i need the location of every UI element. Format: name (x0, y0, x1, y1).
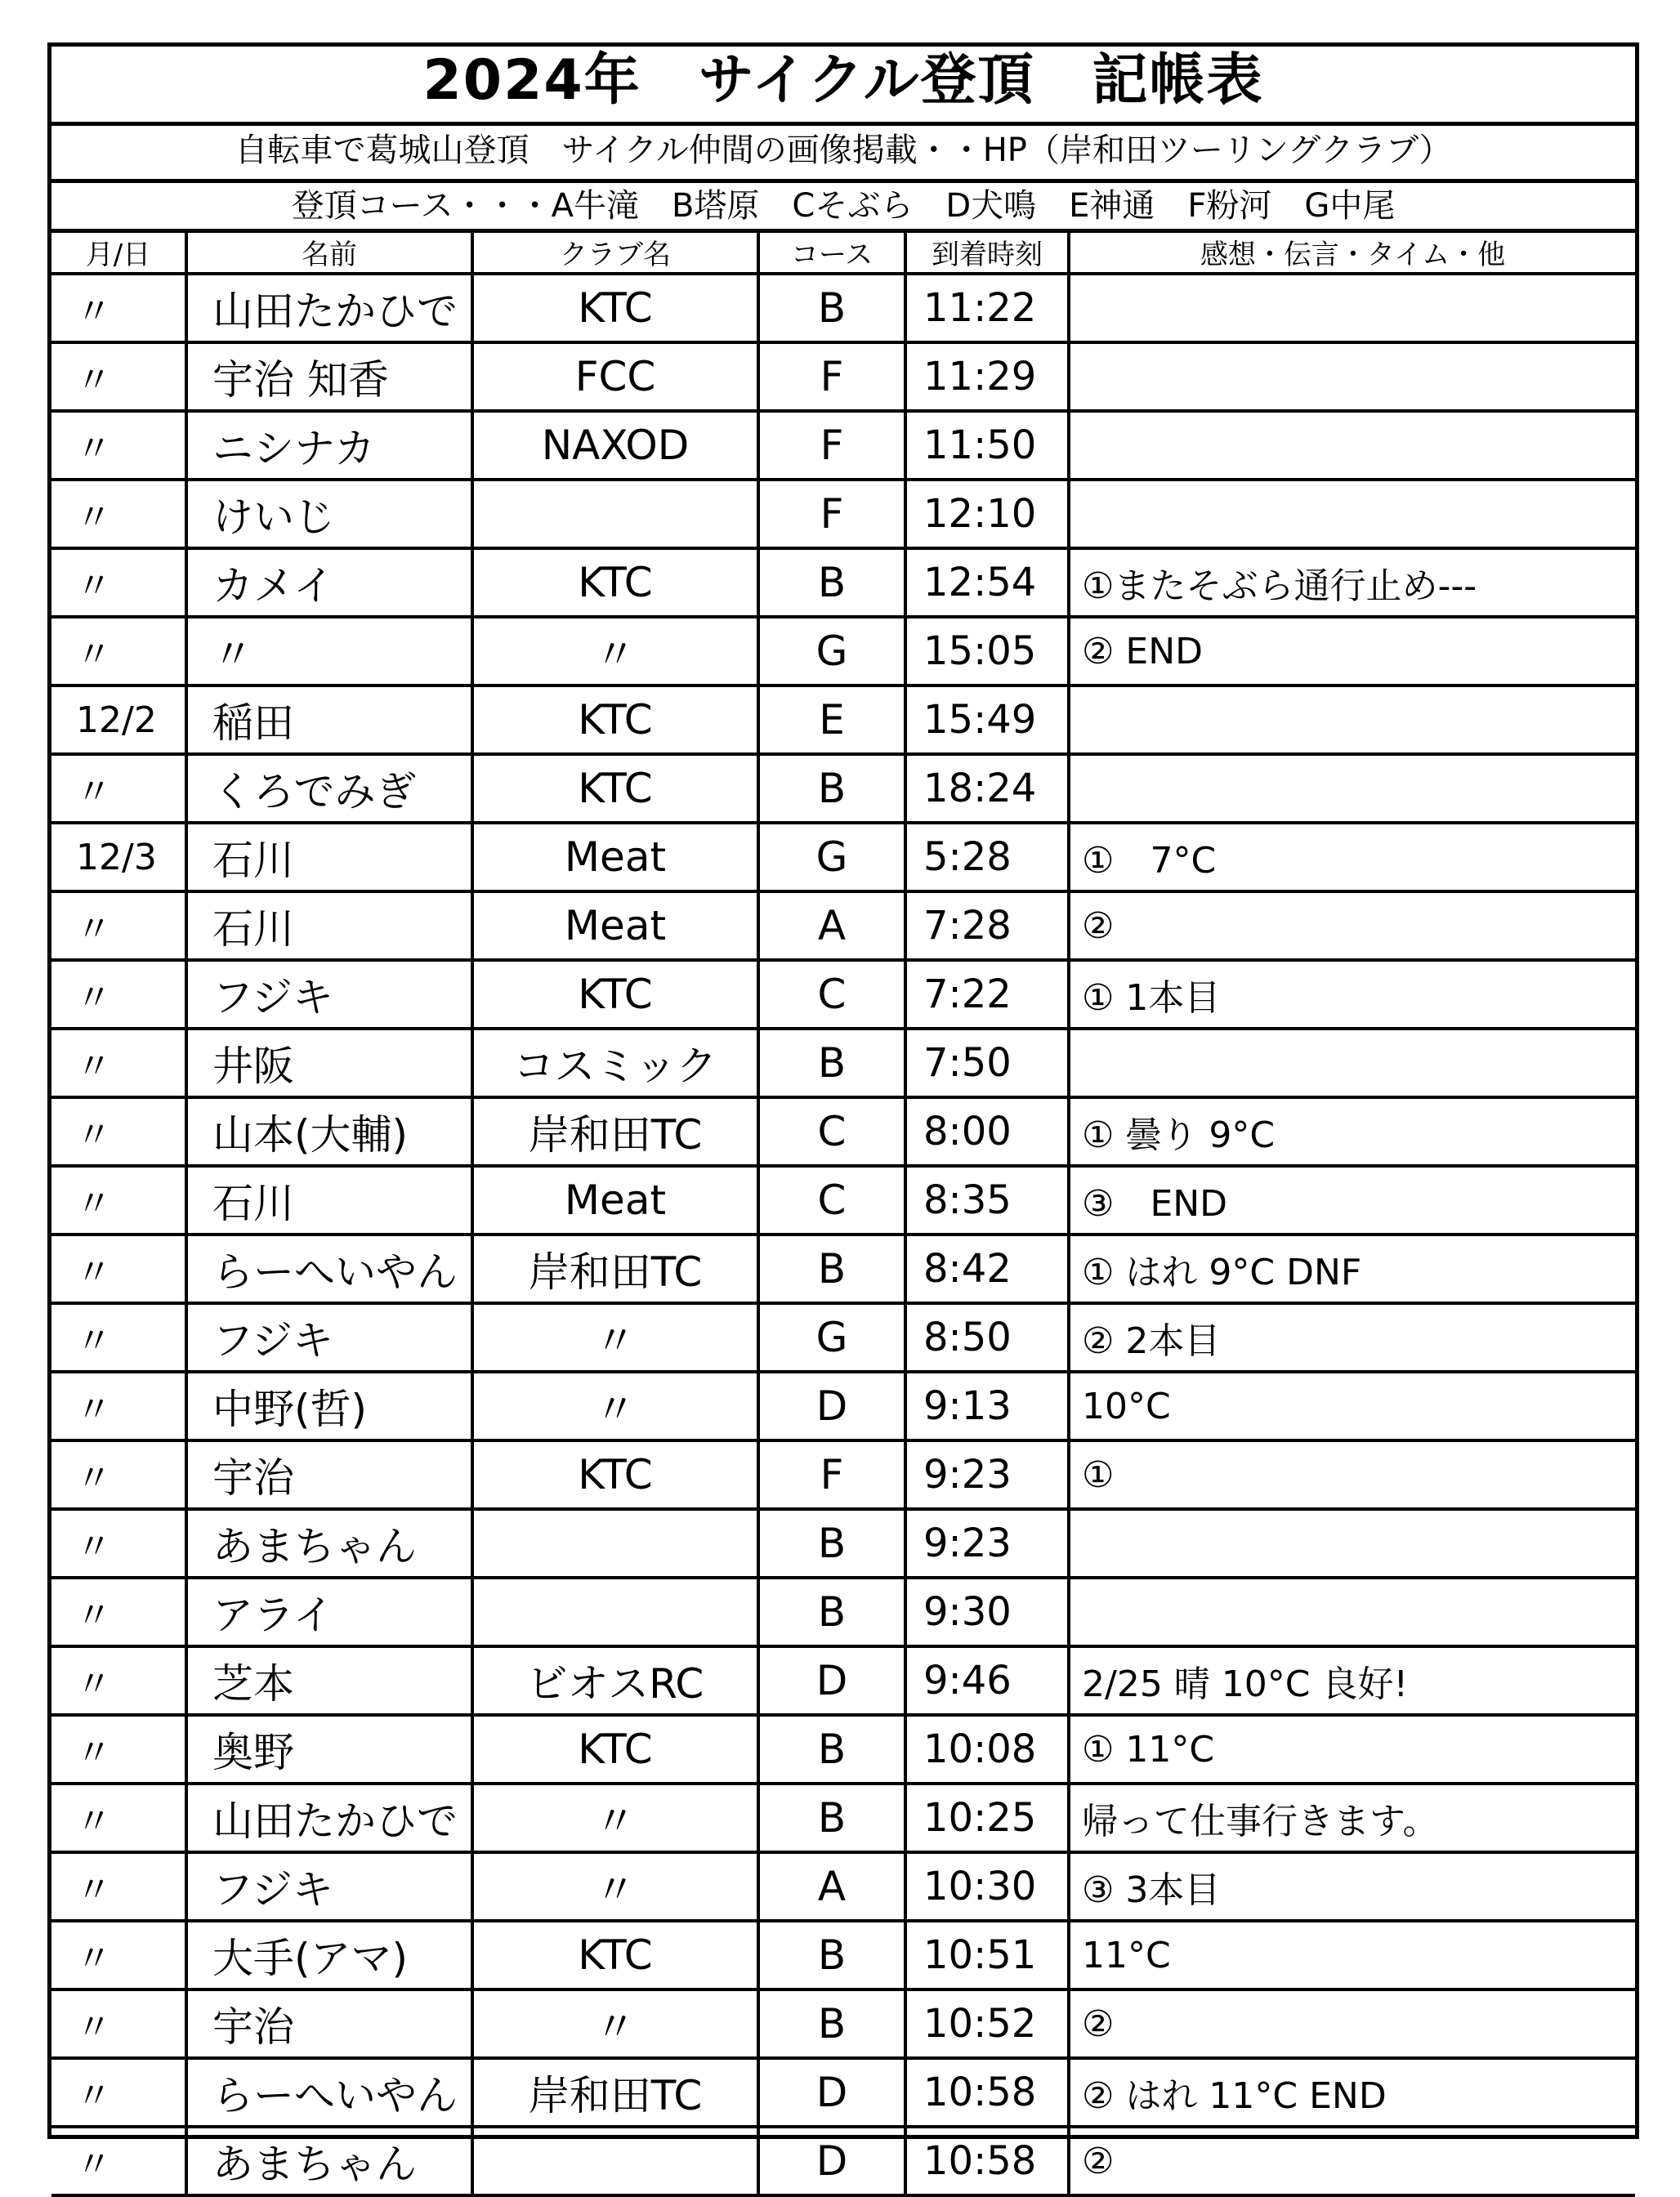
entry-date: 〃 (51, 1029, 186, 1097)
club-name: KTC (472, 548, 758, 617)
comment: 2/25 晴 10°C 良好! (1069, 1646, 1635, 1715)
course-code: C (758, 1166, 905, 1235)
rider-name: 芝本 (186, 1646, 472, 1715)
table-row (51, 1921, 1635, 1989)
arrival-time: 11:22 (905, 274, 1069, 342)
header-row (51, 230, 1635, 274)
log-rows (51, 274, 1635, 2195)
entry-date: 〃 (51, 1989, 186, 2058)
arrival-time: 9:13 (905, 1372, 1069, 1440)
arrival-time: 10:52 (905, 1989, 1069, 2058)
table-row (51, 754, 1635, 823)
club-name: NAXOD (472, 411, 758, 480)
entry-date: 〃 (51, 1372, 186, 1440)
comment: ② (1069, 2127, 1635, 2195)
rider-name: けいじ (186, 480, 472, 548)
rider-name: 宇治 知香 (186, 342, 472, 411)
rider-name: 大手(アマ) (186, 1921, 472, 1989)
course-code: B (758, 274, 905, 342)
rider-name: フジキ (186, 1303, 472, 1372)
entry-date: 〃 (51, 480, 186, 548)
entry-date: 〃 (51, 1784, 186, 1852)
comment: ① 曇り 9°C (1069, 1097, 1635, 1166)
rider-name: 奥野 (186, 1715, 472, 1784)
club-name: KTC (472, 1440, 758, 1509)
entry-date: 〃 (51, 1852, 186, 1921)
table-row (51, 1235, 1635, 1303)
entry-date: 〃 (51, 1166, 186, 1235)
course-code: B (758, 1509, 905, 1578)
course-code: B (758, 1235, 905, 1303)
arrival-time: 15:49 (905, 685, 1069, 754)
table-row (51, 411, 1635, 480)
entry-date: 〃 (51, 1578, 186, 1646)
comment (1069, 754, 1635, 823)
log-table (51, 229, 1635, 2197)
table-row (51, 1029, 1635, 1097)
table-row (51, 1852, 1635, 1921)
club-name: コスミック (472, 1029, 758, 1097)
table-row (51, 480, 1635, 548)
club-name (472, 1578, 758, 1646)
comment: ② はれ 11°C END (1069, 2058, 1635, 2127)
course-code: C (758, 1097, 905, 1166)
arrival-time: 10:58 (905, 2058, 1069, 2127)
table-row (51, 1097, 1635, 1166)
table-row (51, 960, 1635, 1029)
club-name (472, 480, 758, 548)
rider-name: 宇治 (186, 1440, 472, 1509)
arrival-time: 8:50 (905, 1303, 1069, 1372)
table-row (51, 548, 1635, 617)
comment: ② (1069, 1989, 1635, 2058)
comment (1069, 1578, 1635, 1646)
comment: ① (1069, 1440, 1635, 1509)
course-code: G (758, 617, 905, 685)
rider-name: 〃 (186, 617, 472, 685)
table-row (51, 1509, 1635, 1578)
rider-name: あまちゃん (186, 2127, 472, 2195)
comment: ② (1069, 891, 1635, 960)
rider-name: 宇治 (186, 1989, 472, 2058)
course-code: F (758, 342, 905, 411)
column-header-club: クラブ名 (472, 230, 758, 274)
comment (1069, 342, 1635, 411)
course-code: B (758, 1029, 905, 1097)
entry-date: 〃 (51, 617, 186, 685)
entry-date: 〃 (51, 1509, 186, 1578)
entry-date: 〃 (51, 1646, 186, 1715)
arrival-time: 8:00 (905, 1097, 1069, 1166)
rider-name: フジキ (186, 960, 472, 1029)
arrival-time: 10:30 (905, 1852, 1069, 1921)
comment: ① 1本目 (1069, 960, 1635, 1029)
entry-date: 〃 (51, 1921, 186, 1989)
rider-name: 稲田 (186, 685, 472, 754)
comment: ③ END (1069, 1166, 1635, 1235)
course-code: G (758, 1303, 905, 1372)
arrival-time: 10:08 (905, 1715, 1069, 1784)
entry-date: 〃 (51, 548, 186, 617)
table-row (51, 2058, 1635, 2127)
club-name: Meat (472, 891, 758, 960)
arrival-time: 10:58 (905, 2127, 1069, 2195)
rider-name: ニシナカ (186, 411, 472, 480)
course-code: D (758, 2058, 905, 2127)
arrival-time: 7:28 (905, 891, 1069, 960)
arrival-time: 18:24 (905, 754, 1069, 823)
club-name: 岸和田TC (472, 1097, 758, 1166)
comment (1069, 1029, 1635, 1097)
arrival-time: 8:42 (905, 1235, 1069, 1303)
table-row (51, 1784, 1635, 1852)
arrival-time: 11:29 (905, 342, 1069, 411)
club-name: 岸和田TC (472, 2058, 758, 2127)
comment: ①またそぶら通行止め--- (1069, 548, 1635, 617)
course-code: F (758, 480, 905, 548)
table-row (51, 1166, 1635, 1235)
club-name: KTC (472, 1921, 758, 1989)
rider-name: 井阪 (186, 1029, 472, 1097)
entry-date: 〃 (51, 1303, 186, 1372)
table-row (51, 1440, 1635, 1509)
arrival-time: 12:54 (905, 548, 1069, 617)
course-code: E (758, 685, 905, 754)
comment: ② END (1069, 617, 1635, 685)
rider-name: カメイ (186, 548, 472, 617)
comment: ② 2本目 (1069, 1303, 1635, 1372)
entry-date: 〃 (51, 2127, 186, 2195)
table-row (51, 1303, 1635, 1372)
entry-date: 〃 (51, 1235, 186, 1303)
arrival-time: 5:28 (905, 823, 1069, 891)
column-header-name: 名前 (186, 230, 472, 274)
course-code: D (758, 1646, 905, 1715)
course-code: B (758, 1715, 905, 1784)
club-name (472, 1509, 758, 1578)
arrival-time: 10:51 (905, 1921, 1069, 1989)
table-row (51, 891, 1635, 960)
club-name: KTC (472, 274, 758, 342)
entry-date: 12/2 (51, 685, 186, 754)
entry-date: 〃 (51, 754, 186, 823)
club-name: KTC (472, 1715, 758, 1784)
club-name: 〃 (472, 1852, 758, 1921)
sheet-subtitle: 自転車で葛城山登頂 サイクル仲間の画像掲載・・HP（岸和田ツーリングクラブ） (51, 122, 1635, 175)
table-row (51, 617, 1635, 685)
course-code: B (758, 548, 905, 617)
entry-date: 〃 (51, 411, 186, 480)
club-name: 〃 (472, 1372, 758, 1440)
table-row (51, 1372, 1635, 1440)
comment: ③ 3本目 (1069, 1852, 1635, 1921)
club-name: ビオスRC (472, 1646, 758, 1715)
club-name (472, 2127, 758, 2195)
course-code: A (758, 891, 905, 960)
rider-name: 石川 (186, 823, 472, 891)
comment (1069, 1509, 1635, 1578)
course-code: B (758, 1784, 905, 1852)
club-name: 岸和田TC (472, 1235, 758, 1303)
course-code: B (758, 754, 905, 823)
column-header-date: 月/日 (51, 230, 186, 274)
arrival-time: 10:25 (905, 1784, 1069, 1852)
column-header-course: コース (758, 230, 905, 274)
arrival-time: 15:05 (905, 617, 1069, 685)
entry-date: 〃 (51, 891, 186, 960)
course-code: B (758, 1989, 905, 2058)
entry-date: 〃 (51, 1097, 186, 1166)
club-name: KTC (472, 754, 758, 823)
rider-name: らーへいやん (186, 1235, 472, 1303)
log-sheet (47, 42, 1639, 2188)
course-code: G (758, 823, 905, 891)
club-name: 〃 (472, 1303, 758, 1372)
course-code: A (758, 1852, 905, 1921)
club-name: Meat (472, 1166, 758, 1235)
table-row (51, 1578, 1635, 1646)
arrival-time: 12:10 (905, 480, 1069, 548)
course-code: B (758, 1578, 905, 1646)
arrival-time: 9:30 (905, 1578, 1069, 1646)
course-code: C (758, 960, 905, 1029)
rider-name: 山田たかひで (186, 274, 472, 342)
entry-date: 〃 (51, 342, 186, 411)
comment: 帰って仕事行きます。 (1069, 1784, 1635, 1852)
club-name: KTC (472, 960, 758, 1029)
course-legend: 登頂コース・・・A牛滝 B塔原 Cそぶら D犬鳴 E神通 F粉河 G中尾 (51, 179, 1635, 233)
entry-date: 〃 (51, 2058, 186, 2127)
club-name: FCC (472, 342, 758, 411)
arrival-time: 9:46 (905, 1646, 1069, 1715)
comment: ① 7°C (1069, 823, 1635, 891)
comment: ① はれ 9°C DNF (1069, 1235, 1635, 1303)
table-row (51, 823, 1635, 891)
rider-name: アライ (186, 1578, 472, 1646)
table-row (51, 342, 1635, 411)
comment (1069, 480, 1635, 548)
table-row (51, 1646, 1635, 1715)
club-name: 〃 (472, 617, 758, 685)
entry-date: 〃 (51, 274, 186, 342)
entry-date: 〃 (51, 1440, 186, 1509)
column-header-arrival-time: 到着時刻 (905, 230, 1069, 274)
course-code: D (758, 1372, 905, 1440)
rider-name: 石川 (186, 1166, 472, 1235)
course-code: F (758, 1440, 905, 1509)
rider-name: らーへいやん (186, 2058, 472, 2127)
comment (1069, 411, 1635, 480)
club-name: 〃 (472, 1989, 758, 2058)
rider-name: 山本(大輔) (186, 1097, 472, 1166)
course-code: D (758, 2127, 905, 2195)
arrival-time: 7:22 (905, 960, 1069, 1029)
rider-name: フジキ (186, 1852, 472, 1921)
entry-date: 〃 (51, 1715, 186, 1784)
arrival-time: 9:23 (905, 1440, 1069, 1509)
arrival-time: 9:23 (905, 1509, 1069, 1578)
course-code: B (758, 1921, 905, 1989)
comment: 10°C (1069, 1372, 1635, 1440)
rider-name: 石川 (186, 891, 472, 960)
table-row (51, 1715, 1635, 1784)
club-name: Meat (472, 823, 758, 891)
rider-name: 中野(哲) (186, 1372, 472, 1440)
comment: 11°C (1069, 1921, 1635, 1989)
entry-date: 〃 (51, 960, 186, 1029)
table-row (51, 1989, 1635, 2058)
table-row (51, 685, 1635, 754)
rider-name: あまちゃん (186, 1509, 472, 1578)
club-name: 〃 (472, 1784, 758, 1852)
entry-date: 12/3 (51, 823, 186, 891)
course-code: F (758, 411, 905, 480)
column-header-comments: 感想・伝言・タイム・他 (1069, 230, 1635, 274)
rider-name: くろでみぎ (186, 754, 472, 823)
club-name: KTC (472, 685, 758, 754)
sheet-title: 2024年 サイクル登頂 記帳表 (422, 48, 1264, 113)
arrival-time: 7:50 (905, 1029, 1069, 1097)
comment (1069, 685, 1635, 754)
arrival-time: 11:50 (905, 411, 1069, 480)
rider-name: 山田たかひで (186, 1784, 472, 1852)
table-row (51, 274, 1635, 342)
comment (1069, 274, 1635, 342)
arrival-time: 8:35 (905, 1166, 1069, 1235)
comment: ① 11°C (1069, 1715, 1635, 1784)
table-row (51, 2127, 1635, 2195)
